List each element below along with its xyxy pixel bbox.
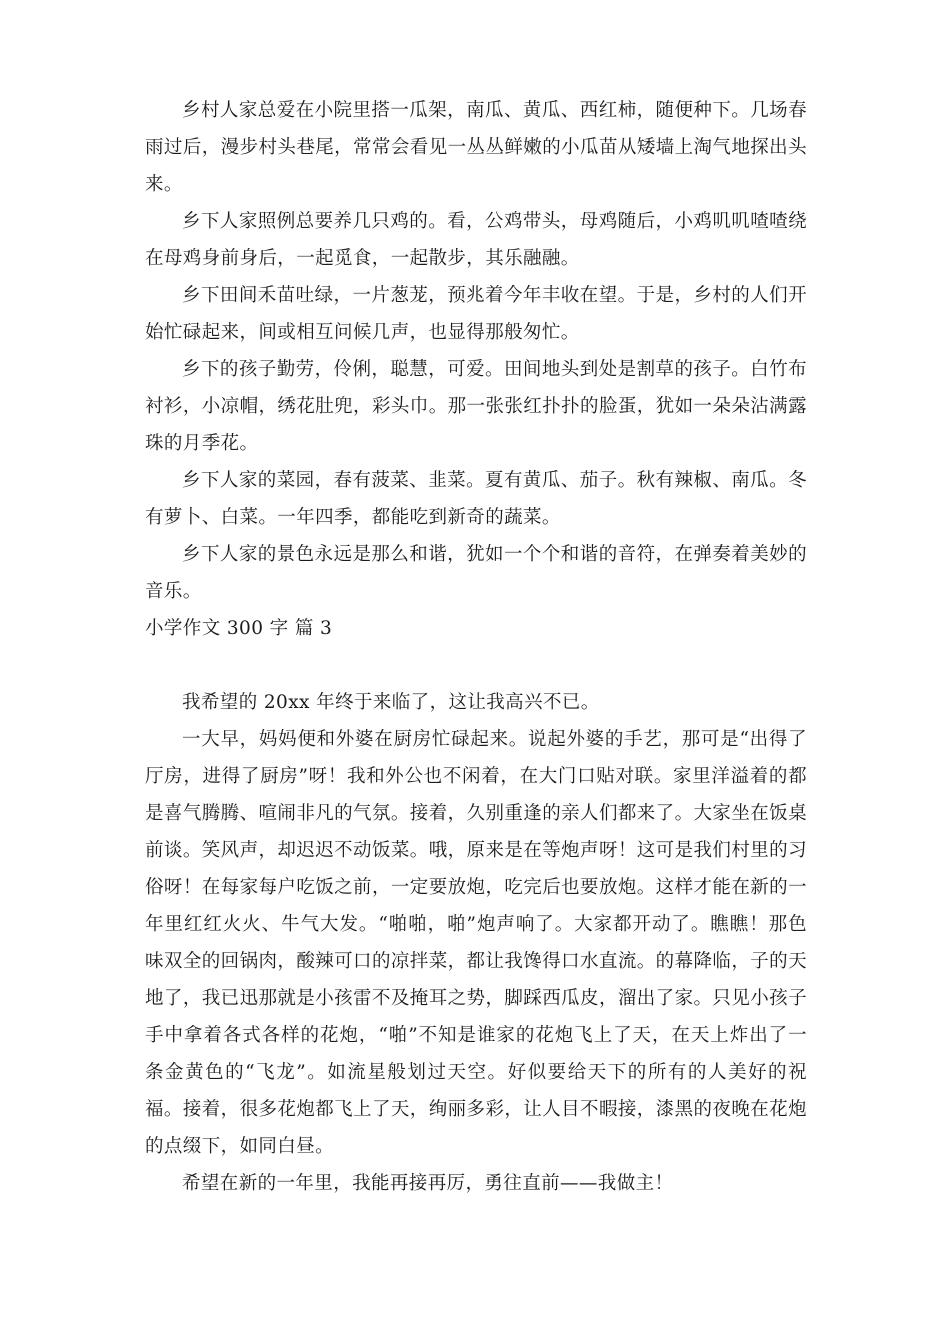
paragraph-new-year-body: 一大早，妈妈便和外婆在厨房忙碌起来。说起外婆的手艺，那可是“出得了厅房，进得了厨房”呀！我和外公也不闲着，在大门口贴对联。家里洋溢着的都是喜气腾腾、喧闹非凡的气氛。接着，久别重逢的亲人们都来了。大家坐在饭桌前谈。笑风声，却迟迟不动饭菜。哦，原来是在等炮声呀！这可是我们村里的习俗呀！在每家每户吃饭之前，一定要放炮，吃完后也要放炮。这样才能在新的一年里红红火火、牛气大发。“啪啪，啪”炮声响了。大家都开动了。瞧瞧！那色味双全的回锅肉，酸辣可口的凉拌菜，都让我馋得口水直流。的幕降临，子的天地了，我已迅那就是小孩雷不及掩耳之势，脚踩西瓜皮，溜出了家。只见小孩子手中拿着各式各样的花炮，“啪”不知是谁家的花炮飞上了天，在天上炸出了一条金黄色的“飞龙”。如流星般划过天空。好似要给天下的所有的人美好的祝福。接着，很多花炮都飞上了天，绚丽多彩，让人目不暇接，漆黑的夜晚在花炮的点缀下，如同白昼。: [145, 729, 807, 1157]
document-page: [145, 92, 807, 1202]
paragraph-new-year-closing: 希望在新的一年里，我能再接再厉，勇往直前——我做主！: [182, 1173, 674, 1194]
paragraph-new-year-intro: 我希望的 20xx 年终于来临了，这让我高兴不已。: [182, 692, 600, 713]
essay-heading: 小学作文 300 字 篇 3: [145, 618, 333, 639]
paragraph-melon-trellis: 乡村人家总爱在小院里搭一瓜架，南瓜、黄瓜、西红柿，随便种下。几场春雨过后，漫步村头巷尾，常常会看见一丛丛鲜嫩的小瓜苗从矮墙上淘气地探出头来。: [145, 100, 807, 195]
blank-line: [145, 647, 807, 684]
paragraph-harmony: 乡下人家的景色永远是那么和谐，犹如一个个和谐的音符，在弹奏着美妙的音乐。: [145, 544, 807, 602]
paragraph-children: 乡下的孩子勤劳，伶俐，聪慧，可爱。田间地头到处是割草的孩子。白竹布衬衫，小凉帽，绣花肚兜，彩头巾。那一张张红扑扑的脸蛋，犹如一朵朵沾满露珠的月季花。: [145, 359, 807, 454]
paragraph-chickens: 乡下人家照例总要养几只鸡的。看，公鸡带头，母鸡随后，小鸡叽叽喳喳绕在母鸡身前身后，一起觅食，一起散步，其乐融融。: [145, 211, 807, 269]
paragraph-fields: 乡下田间禾苗吐绿，一片葱茏，预兆着今年丰收在望。于是，乡村的人们开始忙碌起来，间或相互问候几声，也显得那般匆忙。: [145, 285, 807, 343]
paragraph-vegetable-garden: 乡下人家的菜园，春有菠菜、韭菜。夏有黄瓜、茄子。秋有辣椒、南瓜。冬有萝卜、白菜。一年四季，都能吃到新奇的蔬菜。: [145, 470, 807, 528]
